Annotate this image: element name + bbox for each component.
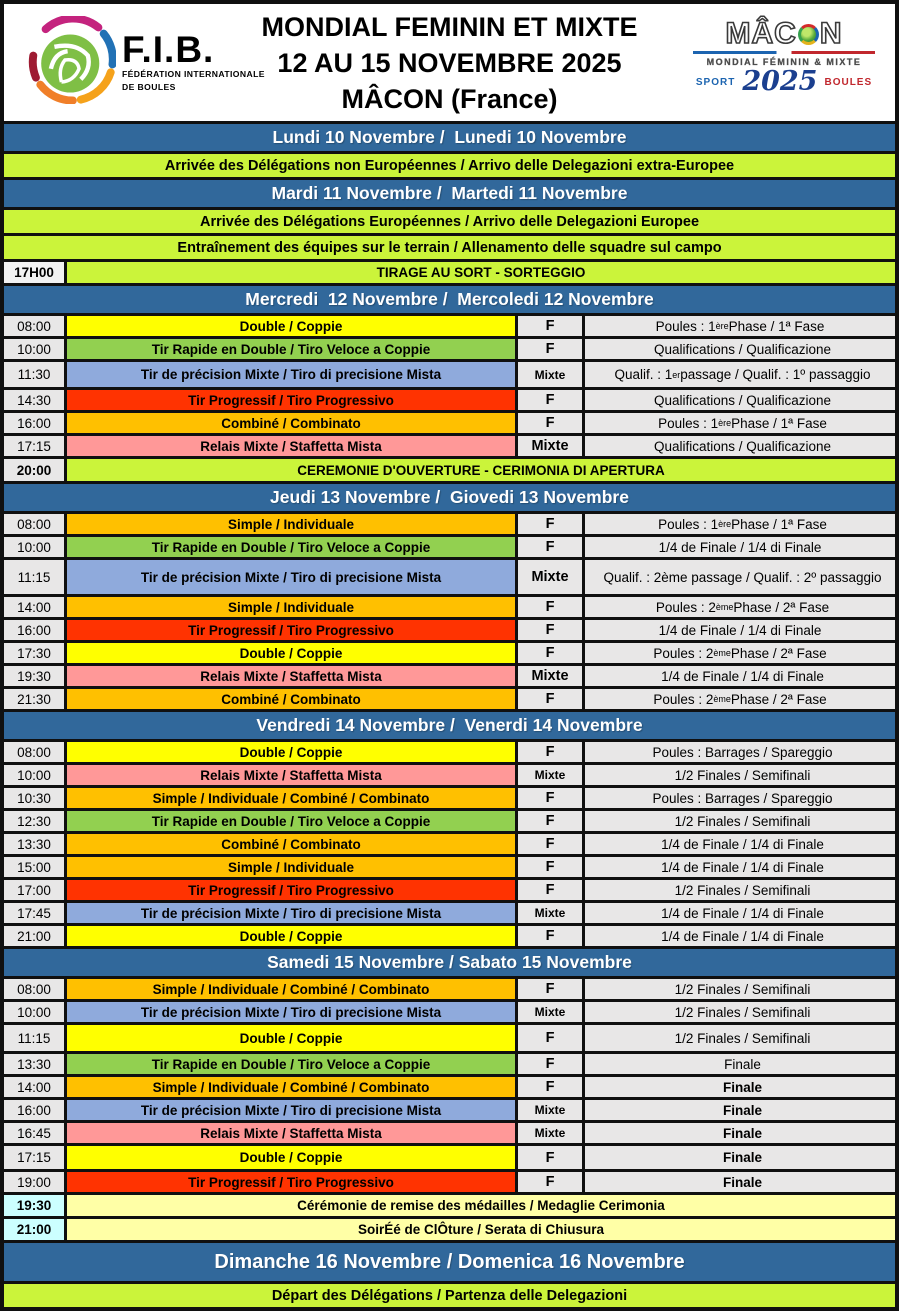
time-cell: 21:00 [4,1219,64,1240]
event-name-cell: Tir Rapide en Double / Tiro Veloce a Coppie [67,811,515,831]
event-row [4,339,895,359]
time-cell: 16:00 [4,1100,64,1120]
event-name-cell: Simple / Individuale / Combiné / Combinato [67,979,515,999]
phase-cell: Finale [585,1054,895,1074]
day-header-label: Dimanche 16 Novembre / Domenica 16 Novembre [4,1243,895,1281]
event-name-cell: Tir de précision Mixte / Tiro di precisione Mista [67,903,515,923]
category-cell: F [518,620,582,640]
time-cell: 10:00 [4,339,64,359]
category-cell: F [518,926,582,946]
day-header-row [4,484,895,511]
day-header-row [4,180,895,207]
phase-cell: 1/2 Finales / Semifinali [585,765,895,785]
event-name-cell: Relais Mixte / Staffetta Mista [67,1123,515,1143]
time-cell: 14:00 [4,597,64,617]
banner-label: TIRAGE AU SORT - SORTEGGIO [67,262,895,283]
category-cell: F [518,1146,582,1169]
phase-cell: 1/4 de Finale / 1/4 di Finale [585,620,895,640]
event-name-cell: Combiné / Combinato [67,834,515,854]
phase-cell: Finale [585,1146,895,1169]
event-row [4,316,895,336]
category-cell: Mixte [518,1123,582,1143]
time-cell: 10:00 [4,765,64,785]
time-banner-row [4,459,895,481]
phase-cell: Poules : 2 ème Phase / 2ª Fase [585,689,895,709]
category-cell: Mixte [518,765,582,785]
event-row [4,788,895,808]
category-cell: F [518,979,582,999]
event-name-cell: Tir Progressif / Tiro Progressivo [67,390,515,410]
event-name-cell: Double / Coppie [67,742,515,762]
event-name-cell: Relais Mixte / Staffetta Mista [67,666,515,686]
time-banner-row [4,1195,895,1216]
time-cell: 13:30 [4,834,64,854]
event-name-cell: Simple / Individuale [67,514,515,534]
fib-logo [28,16,265,109]
event-row [4,560,895,594]
time-cell: 16:00 [4,413,64,433]
event-name-cell: Simple / Individuale / Combiné / Combinato [67,788,515,808]
event-row [4,620,895,640]
phase-cell: 1/4 de Finale / 1/4 di Finale [585,537,895,557]
phase-cell: Finale [585,1100,895,1120]
fib-org-line1: FÉDÉRATION INTERNATIONALE [122,68,265,79]
phase-cell: 1/2 Finales / Semifinali [585,811,895,831]
time-cell: 16:45 [4,1123,64,1143]
phase-cell: Poules : Barrages / Spareggio [585,788,895,808]
category-cell: F [518,597,582,617]
time-cell: 10:00 [4,1002,64,1022]
category-cell: Mixte [518,903,582,923]
time-cell: 12:30 [4,811,64,831]
schedule-table [4,124,895,1307]
event-name-cell: Tir de précision Mixte / Tiro di precisione Mista [67,1002,515,1022]
category-cell: F [518,834,582,854]
macon-boule-icon [798,24,819,45]
macon-bottom-row [689,66,879,97]
event-name-cell: Double / Coppie [67,643,515,663]
time-cell: 14:00 [4,1077,64,1097]
event-name-cell: Relais Mixte / Staffetta Mista [67,436,515,456]
title-line-3: MÂCON (France) [341,84,558,114]
macon-subtitle: MONDIAL FÉMININ & MIXTE [706,57,862,67]
info-row [4,154,895,177]
event-row [4,1077,895,1097]
event-name-cell: Double / Coppie [67,316,515,336]
event-name-cell: Double / Coppie [67,926,515,946]
phase-cell: Poules : Barrages / Spareggio [585,742,895,762]
day-header-row [4,949,895,976]
event-name-cell: Tir de précision Mixte / Tiro di precisione Mista [67,362,515,387]
day-header-row [4,124,895,151]
day-header-row [4,286,895,313]
event-row [4,857,895,877]
phase-cell: Poules : 1 ère Phase / 1ª Fase [585,413,895,433]
event-name-cell: Relais Mixte / Staffetta Mista [67,765,515,785]
event-row [4,834,895,854]
category-cell: F [518,857,582,877]
category-cell: F [518,537,582,557]
event-row [4,1146,895,1169]
event-name-cell: Combiné / Combinato [67,689,515,709]
time-banner-row [4,262,895,283]
banner-label: SoirÉé de ClÔture / Serata di Chiusura [67,1219,895,1240]
event-name-cell: Double / Coppie [67,1025,515,1051]
time-cell: 19:30 [4,666,64,686]
time-cell: 17:45 [4,903,64,923]
category-cell: F [518,788,582,808]
time-cell: 17:30 [4,643,64,663]
day-header-row [4,712,895,739]
time-cell: 15:00 [4,857,64,877]
event-row [4,742,895,762]
time-cell: 13:30 [4,1054,64,1074]
time-cell: 08:00 [4,514,64,534]
phase-cell: Poules : 1 ère Phase / 1ª Fase [585,514,895,534]
phase-cell: Finale [585,1123,895,1143]
phase-cell: 1/2 Finales / Semifinali [585,1025,895,1051]
banner-label: Cérémonie de remise des médailles / Medaglie Cerimonia [67,1195,895,1216]
event-name-cell: Tir de précision Mixte / Tiro di precisione Mista [67,560,515,594]
day-header-label: Jeudi 13 Novembre / Giovedi 13 Novembre [4,484,895,511]
day-header-label: Mardi 11 Novembre / Martedi 11 Novembre [4,180,895,207]
phase-cell: Finale [585,1077,895,1097]
category-cell: Mixte [518,436,582,456]
phase-cell: Qualifications / Qualificazione [585,390,895,410]
macon-city-left: MÂC [725,17,797,50]
event-row [4,979,895,999]
category-cell: F [518,339,582,359]
phase-cell: 1/2 Finales / Semifinali [585,880,895,900]
event-row [4,514,895,534]
event-name-cell: Tir Progressif / Tiro Progressivo [67,620,515,640]
time-cell: 17H00 [4,262,64,283]
category-cell: F [518,1172,582,1192]
event-row [4,926,895,946]
info-row [4,236,895,259]
time-cell: 17:00 [4,880,64,900]
event-name-cell: Tir Rapide en Double / Tiro Veloce a Coppie [67,537,515,557]
phase-cell: Qualif. : 2ème passage / Qualif. : 2º passaggio [585,560,895,594]
event-row [4,413,895,433]
event-row [4,765,895,785]
category-cell: Mixte [518,362,582,387]
time-cell: 10:30 [4,788,64,808]
category-cell: F [518,742,582,762]
event-row [4,436,895,456]
event-name-cell: Tir Rapide en Double / Tiro Veloce a Coppie [67,1054,515,1074]
fib-org-line2: DE BOULES [122,81,176,92]
macon-logo [689,17,879,97]
phase-cell: 1/4 de Finale / 1/4 di Finale [585,903,895,923]
event-row [4,390,895,410]
time-cell: 17:15 [4,436,64,456]
category-cell: F [518,689,582,709]
phase-cell: Poules : 2 ème Phase / 2ª Fase [585,597,895,617]
time-cell: 08:00 [4,979,64,999]
time-cell: 14:30 [4,390,64,410]
phase-cell: 1/4 de Finale / 1/4 di Finale [585,834,895,854]
phase-cell: 1/4 de Finale / 1/4 di Finale [585,857,895,877]
phase-cell: Finale [585,1172,895,1192]
phase-cell: Qualifications / Qualificazione [585,339,895,359]
phase-cell: 1/4 de Finale / 1/4 di Finale [585,666,895,686]
time-cell: 16:00 [4,620,64,640]
event-row [4,666,895,686]
time-cell: 11:30 [4,362,64,387]
day-header-row [4,1243,895,1281]
event-name-cell: Simple / Individuale [67,857,515,877]
time-cell: 17:15 [4,1146,64,1169]
phase-cell: Qualif. : 1 er passage / Qualif. : 1º passaggio [585,362,895,387]
macon-sport-label: SPORT [695,76,736,88]
category-cell: F [518,316,582,336]
info-label: Arrivée des Délégations non Européennes / Arrivo delle Delegazioni extra-Europee [4,154,895,177]
macon-divider [693,51,875,54]
phase-cell: 1/2 Finales / Semifinali [585,979,895,999]
event-row [4,689,895,709]
time-cell: 20:00 [4,459,64,481]
event-row [4,362,895,387]
info-row [4,210,895,233]
event-row [4,1172,895,1192]
phase-cell: 1/4 de Finale / 1/4 di Finale [585,926,895,946]
category-cell: F [518,390,582,410]
title-line-1: MONDIAL FEMININ ET MIXTE [261,12,638,42]
category-cell: F [518,811,582,831]
banner-label: CEREMONIE D'OUVERTURE - CERIMONIA DI APERTURA [67,459,895,481]
event-row [4,880,895,900]
event-name-cell: Tir Progressif / Tiro Progressivo [67,1172,515,1192]
time-cell: 08:00 [4,316,64,336]
fib-text [122,28,265,93]
category-cell: Mixte [518,666,582,686]
title-line-2: 12 AU 15 NOVEMBRE 2025 [277,48,622,78]
time-cell: 19:30 [4,1195,64,1216]
event-row [4,1054,895,1074]
time-cell: 11:15 [4,560,64,594]
event-row [4,1002,895,1022]
macon-boules-label: BOULES [824,76,873,88]
time-cell: 21:00 [4,926,64,946]
event-name-cell: Simple / Individuale / Combiné / Combinato [67,1077,515,1097]
phase-cell: Poules : 1 ère Phase / 1ª Fase [585,316,895,336]
info-label: Arrivée des Délégations Européennes / Arrivo delle Delegazioni Europee [4,210,895,233]
event-name-cell: Combiné / Combinato [67,413,515,433]
page-header [4,4,895,121]
day-header-label: Mercredi 12 Novembre / Mercoledi 12 Novembre [4,286,895,313]
day-header-label: Lundi 10 Novembre / Lunedi 10 Novembre [4,124,895,151]
event-name-cell: Simple / Individuale [67,597,515,617]
event-name-cell: Tir Rapide en Double / Tiro Veloce a Coppie [67,339,515,359]
event-name-cell: Tir Progressif / Tiro Progressivo [67,880,515,900]
info-label: Entraînement des équipes sur le terrain / Allenamento delle squadre sul campo [4,236,895,259]
category-cell: Mixte [518,560,582,594]
phase-cell: Qualifications / Qualificazione [585,436,895,456]
fib-acronym: F.I.B. [122,28,215,70]
event-row [4,1100,895,1120]
category-cell: Mixte [518,1100,582,1120]
event-row [4,643,895,663]
info-label: Départ des Délégations / Partenza delle Delegazioni [4,1284,895,1307]
day-header-label: Vendredi 14 Novembre / Venerdi 14 Novembre [4,712,895,739]
info-row [4,1284,895,1307]
category-cell: F [518,413,582,433]
macon-year: 2025 [742,66,818,97]
phase-cell: 1/2 Finales / Semifinali [585,1002,895,1022]
category-cell: F [518,880,582,900]
event-name-cell: Double / Coppie [67,1146,515,1169]
time-cell: 21:30 [4,689,64,709]
macon-city [689,17,879,50]
phase-cell: Poules : 2 ème Phase / 2ª Fase [585,643,895,663]
event-row [4,1123,895,1143]
macon-city-right: N [819,17,843,50]
category-cell: F [518,514,582,534]
event-row [4,1025,895,1051]
time-banner-row [4,1219,895,1240]
event-row [4,597,895,617]
category-cell: F [518,1077,582,1097]
fib-boule-icon [28,16,116,109]
time-cell: 11:15 [4,1025,64,1051]
event-row [4,811,895,831]
event-row [4,537,895,557]
category-cell: F [518,1025,582,1051]
category-cell: Mixte [518,1002,582,1022]
event-row [4,903,895,923]
time-cell: 19:00 [4,1172,64,1192]
event-name-cell: Tir de précision Mixte / Tiro di precisione Mista [67,1100,515,1120]
time-cell: 08:00 [4,742,64,762]
time-cell: 10:00 [4,537,64,557]
category-cell: F [518,1054,582,1074]
day-header-label: Samedi 15 Novembre / Sabato 15 Novembre [4,949,895,976]
category-cell: F [518,643,582,663]
